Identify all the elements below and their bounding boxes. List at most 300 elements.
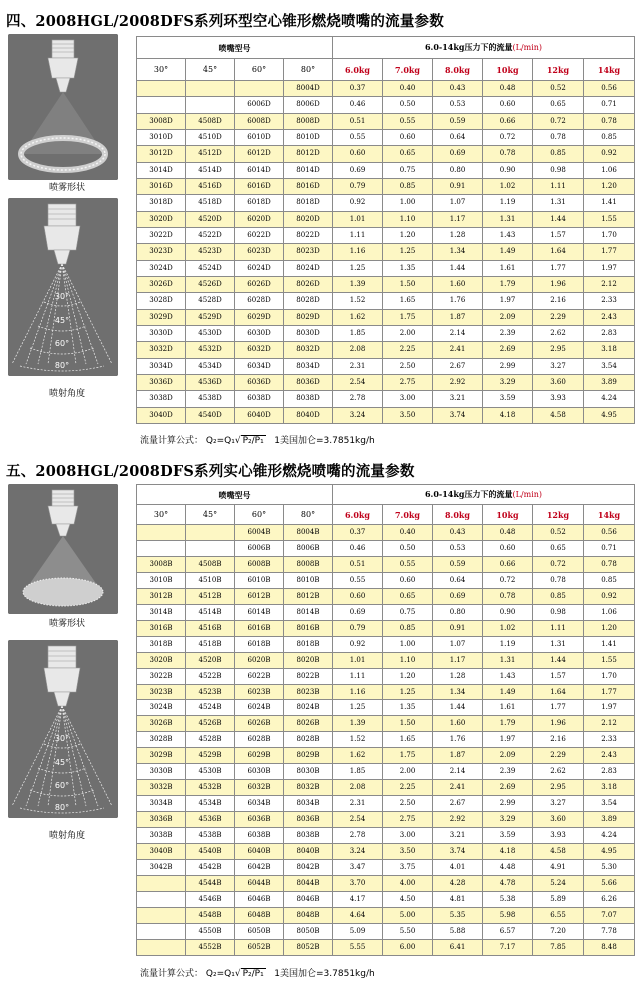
table-row — [137, 276, 635, 292]
model-cell: 4520D — [186, 211, 235, 227]
model-cell: 3012B — [137, 588, 186, 604]
model-cell: 4548B — [186, 907, 235, 923]
flow-cell: 0.60 — [383, 129, 433, 145]
table-row — [137, 227, 635, 243]
model-cell: 6012B — [235, 588, 284, 604]
model-cell: 6029B — [235, 748, 284, 764]
flow-cell: 1.02 — [483, 620, 533, 636]
model-header: 喷嘴型号 — [137, 485, 333, 505]
flow-cell: 1.70 — [584, 668, 635, 684]
pressure-col: 7.0kg — [383, 505, 433, 525]
table-row — [137, 293, 635, 309]
flow-cell: 1.01 — [333, 211, 383, 227]
model-cell: 6023D — [235, 244, 284, 260]
model-cell: 6030D — [235, 325, 284, 341]
flow-cell: 3.74 — [433, 844, 483, 860]
model-cell: 6024D — [235, 260, 284, 276]
flow-cell: 1.16 — [333, 684, 383, 700]
flow-cell: 3.00 — [383, 391, 433, 407]
model-cell: 4526B — [186, 716, 235, 732]
flow-cell: 3.24 — [333, 844, 383, 860]
model-cell: 6046B — [235, 891, 284, 907]
angle-label-30: 30° — [54, 734, 70, 743]
flow-cell: 1.06 — [584, 162, 635, 178]
model-cell: 8030D — [284, 325, 333, 341]
pressure-col: 10kg — [483, 505, 533, 525]
flow-cell: 0.75 — [383, 162, 433, 178]
flow-cell: 1.00 — [383, 636, 433, 652]
model-cell — [137, 81, 186, 97]
pressure-col: 14kg — [584, 505, 635, 525]
flow-cell: 1.20 — [584, 178, 635, 194]
model-cell: 8038B — [284, 828, 333, 844]
solid-cone-flow-table — [136, 484, 635, 956]
flow-cell: 1.31 — [483, 211, 533, 227]
flow-cell: 0.55 — [383, 113, 433, 129]
model-cell: 8044B — [284, 875, 333, 891]
model-cell: 8036D — [284, 374, 333, 390]
model-cell: 4524B — [186, 700, 235, 716]
model-cell: 4550B — [186, 923, 235, 939]
flow-cell: 1.25 — [383, 244, 433, 260]
model-cell: 6036D — [235, 374, 284, 390]
flow-cell: 0.69 — [433, 588, 483, 604]
table-row — [137, 860, 635, 876]
spray-angle-figure — [8, 640, 118, 818]
model-cell: 8026B — [284, 716, 333, 732]
flow-cell: 0.59 — [433, 113, 483, 129]
flow-cell: 6.26 — [584, 891, 635, 907]
model-cell: 3029D — [137, 309, 186, 325]
flow-cell: 0.40 — [383, 525, 433, 541]
flow-cell: 1.25 — [333, 260, 383, 276]
flow-cell: 3.47 — [333, 860, 383, 876]
flow-cell: 1.17 — [433, 211, 483, 227]
model-cell: 8014D — [284, 162, 333, 178]
flow-cell: 2.41 — [433, 342, 483, 358]
table-row — [137, 604, 635, 620]
pressure-col: 6.0kg — [333, 505, 383, 525]
flow-cell: 1.96 — [533, 276, 584, 292]
flow-cell: 3.89 — [584, 812, 635, 828]
model-cell: 8029B — [284, 748, 333, 764]
flow-cell: 1.11 — [333, 668, 383, 684]
model-cell: 6010D — [235, 129, 284, 145]
flow-cell: 0.60 — [333, 588, 383, 604]
model-cell — [137, 525, 186, 541]
flow-cell: 5.30 — [584, 860, 635, 876]
flow-cell: 0.51 — [333, 556, 383, 572]
model-cell: 3034D — [137, 358, 186, 374]
model-cell: 4538D — [186, 391, 235, 407]
spray-angle-caption: 喷射角度 — [48, 389, 85, 399]
model-cell: 3014D — [137, 162, 186, 178]
solid-spray-shape-figure — [8, 484, 118, 614]
flow-cell: 2.95 — [533, 342, 584, 358]
model-cell: 6036B — [235, 812, 284, 828]
flow-cell: 2.50 — [383, 358, 433, 374]
model-cell: 3023B — [137, 684, 186, 700]
model-cell: 6028B — [235, 732, 284, 748]
model-cell: 8008D — [284, 113, 333, 129]
flow-cell: 1.50 — [383, 276, 433, 292]
flow-cell: 1.41 — [584, 636, 635, 652]
flow-cell: 2.99 — [483, 358, 533, 374]
model-cell: 3029B — [137, 748, 186, 764]
spray-angle-figure — [8, 198, 118, 376]
flow-cell: 0.37 — [333, 81, 383, 97]
model-cell: 8046B — [284, 891, 333, 907]
table-row — [137, 146, 635, 162]
flow-cell: 2.78 — [333, 828, 383, 844]
flow-cell: 5.55 — [333, 939, 383, 955]
flow-cell: 3.60 — [533, 812, 584, 828]
flow-cell: 0.98 — [533, 604, 584, 620]
angle-col-30: 30° — [137, 59, 186, 81]
model-cell: 6040B — [235, 844, 284, 860]
flow-cell: 1.06 — [584, 604, 635, 620]
flow-cell: 0.72 — [533, 113, 584, 129]
flow-cell: 0.56 — [584, 81, 635, 97]
model-cell: 8052B — [284, 939, 333, 955]
angle-label-30: 30° — [54, 292, 70, 301]
flow-cell: 5.89 — [533, 891, 584, 907]
flow-cell: 1.19 — [483, 195, 533, 211]
flow-cell: 2.39 — [483, 325, 533, 341]
flow-cell: 2.99 — [483, 796, 533, 812]
flow-cell: 1.25 — [333, 700, 383, 716]
flow-cell: 6.00 — [383, 939, 433, 955]
model-cell: 8024D — [284, 260, 333, 276]
table-row — [137, 588, 635, 604]
model-cell — [137, 923, 186, 939]
flow-cell: 2.14 — [433, 764, 483, 780]
flow-cell: 3.27 — [533, 358, 584, 374]
flow-cell: 0.98 — [533, 162, 584, 178]
model-cell: 4526D — [186, 276, 235, 292]
table-row — [137, 325, 635, 341]
flow-cell: 0.72 — [533, 556, 584, 572]
flow-cell: 1.52 — [333, 293, 383, 309]
flow-cell: 0.48 — [483, 525, 533, 541]
flow-cell: 2.09 — [483, 309, 533, 325]
flow-cell: 1.44 — [433, 260, 483, 276]
model-cell: 3036D — [137, 374, 186, 390]
flow-cell: 3.18 — [584, 780, 635, 796]
flow-cell: 1.85 — [333, 325, 383, 341]
model-cell — [186, 525, 235, 541]
flow-cell: 1.10 — [383, 211, 433, 227]
flow-cell: 0.72 — [483, 572, 533, 588]
model-cell: 8016B — [284, 620, 333, 636]
table-row — [137, 923, 635, 939]
flow-cell: 5.00 — [383, 907, 433, 923]
flow-cell: 3.50 — [383, 407, 433, 423]
flow-cell: 3.54 — [584, 358, 635, 374]
model-cell: 8034B — [284, 796, 333, 812]
model-cell — [137, 939, 186, 955]
model-cell: 3012D — [137, 146, 186, 162]
model-cell: 6022D — [235, 227, 284, 243]
model-cell: 8030B — [284, 764, 333, 780]
model-cell: 6048B — [235, 907, 284, 923]
flow-cell: 3.70 — [333, 875, 383, 891]
flow-cell: 0.79 — [333, 178, 383, 194]
flow-cell: 0.55 — [333, 572, 383, 588]
table-row — [137, 97, 635, 113]
flow-cell: 0.78 — [533, 572, 584, 588]
flow-cell: 2.43 — [584, 309, 635, 325]
flow-cell: 0.78 — [483, 146, 533, 162]
flow-cell: 5.66 — [584, 875, 635, 891]
flow-cell: 3.93 — [533, 391, 584, 407]
table-row — [137, 684, 635, 700]
model-cell: 4512D — [186, 146, 235, 162]
flow-cell: 2.78 — [333, 391, 383, 407]
model-cell: 4510D — [186, 129, 235, 145]
pressure-col: 7.0kg — [383, 59, 433, 81]
table-row — [137, 113, 635, 129]
table-row — [137, 636, 635, 652]
model-cell: 6016B — [235, 620, 284, 636]
flow-cell: 0.90 — [483, 162, 533, 178]
table-row — [137, 652, 635, 668]
flow-cell: 4.58 — [533, 844, 584, 860]
angle-label-80: 80° — [54, 803, 70, 812]
model-cell: 8010B — [284, 572, 333, 588]
flow-cell: 4.24 — [584, 828, 635, 844]
model-cell: 3018D — [137, 195, 186, 211]
flow-cell: 1.62 — [333, 309, 383, 325]
flow-cell: 3.29 — [483, 374, 533, 390]
flow-cell: 0.60 — [483, 540, 533, 556]
model-cell: 6012D — [235, 146, 284, 162]
model-cell: 8024B — [284, 700, 333, 716]
model-cell: 4524D — [186, 260, 235, 276]
table-row — [137, 178, 635, 194]
flow-cell: 1.77 — [584, 684, 635, 700]
flow-formula: 流量计算公式： Q₂=Q₁√ P₂/P₁ 1美国加仑=3.7851kg/h — [140, 969, 375, 979]
flow-cell: 1.02 — [483, 178, 533, 194]
pressure-col: 8.0kg — [433, 59, 483, 81]
model-cell — [137, 97, 186, 113]
flow-cell: 1.20 — [383, 668, 433, 684]
model-cell: 3024B — [137, 700, 186, 716]
flow-cell: 1.43 — [483, 668, 533, 684]
angle-col-60: 60° — [235, 59, 284, 81]
flow-cell: 1.64 — [533, 244, 584, 260]
model-cell: 4518B — [186, 636, 235, 652]
flow-cell: 3.21 — [433, 391, 483, 407]
table-row — [137, 732, 635, 748]
table-row — [137, 891, 635, 907]
table-row — [137, 129, 635, 145]
flow-cell: 1.35 — [383, 260, 433, 276]
model-cell: 4514B — [186, 604, 235, 620]
flow-cell: 1.97 — [584, 260, 635, 276]
flow-cell: 1.34 — [433, 684, 483, 700]
model-cell: 3018B — [137, 636, 186, 652]
model-cell: 6023B — [235, 684, 284, 700]
flow-cell: 1.50 — [383, 716, 433, 732]
flow-cell: 5.24 — [533, 875, 584, 891]
flow-cell: 4.48 — [483, 860, 533, 876]
model-cell: 8004B — [284, 525, 333, 541]
model-cell: 8029D — [284, 309, 333, 325]
table-row — [137, 342, 635, 358]
table-row — [137, 358, 635, 374]
flow-cell: 3.50 — [383, 844, 433, 860]
model-cell: 3014B — [137, 604, 186, 620]
model-cell: 4538B — [186, 828, 235, 844]
flow-cell: 4.17 — [333, 891, 383, 907]
flow-cell: 3.18 — [584, 342, 635, 358]
table-row — [137, 828, 635, 844]
flow-cell: 2.25 — [383, 342, 433, 358]
hollow-spray-shape-figure — [8, 34, 118, 180]
flow-cell: 1.19 — [483, 636, 533, 652]
flow-cell: 0.85 — [584, 129, 635, 145]
table-row — [137, 260, 635, 276]
flow-cell: 0.46 — [333, 540, 383, 556]
angle-col-45: 45° — [186, 505, 235, 525]
model-cell: 8040D — [284, 407, 333, 423]
flow-cell: 2.50 — [383, 796, 433, 812]
flow-cell: 4.28 — [433, 875, 483, 891]
flow-cell: 7.07 — [584, 907, 635, 923]
flow-cell: 1.11 — [533, 620, 584, 636]
flow-cell: 1.76 — [433, 732, 483, 748]
flow-cell: 6.57 — [483, 923, 533, 939]
flow-cell: 0.92 — [333, 636, 383, 652]
flow-cell: 1.44 — [533, 652, 584, 668]
table-row — [137, 211, 635, 227]
flow-cell: 1.20 — [584, 620, 635, 636]
model-cell: 4522B — [186, 668, 235, 684]
flow-cell: 2.00 — [383, 764, 433, 780]
flow-cell: 1.57 — [533, 227, 584, 243]
flow-cell: 1.44 — [433, 700, 483, 716]
flow-cell: 2.43 — [584, 748, 635, 764]
flow-cell: 4.81 — [433, 891, 483, 907]
model-cell: 6008D — [235, 113, 284, 129]
flow-cell: 1.55 — [584, 652, 635, 668]
model-cell — [137, 875, 186, 891]
flow-cell: 2.92 — [433, 812, 483, 828]
model-cell: 6016D — [235, 178, 284, 194]
flow-cell: 2.75 — [383, 374, 433, 390]
model-cell: 4530B — [186, 764, 235, 780]
flow-cell: 1.49 — [483, 684, 533, 700]
flow-cell: 1.65 — [383, 732, 433, 748]
flow-cell: 1.97 — [483, 732, 533, 748]
flow-cell: 7.20 — [533, 923, 584, 939]
flow-cell: 1.28 — [433, 668, 483, 684]
model-cell: 4540D — [186, 407, 235, 423]
model-cell: 8022B — [284, 668, 333, 684]
flow-cell: 7.85 — [533, 939, 584, 955]
model-cell: 3008B — [137, 556, 186, 572]
flow-cell: 1.77 — [533, 700, 584, 716]
angle-label-45: 45° — [54, 316, 70, 325]
model-cell: 4512B — [186, 588, 235, 604]
model-cell: 6026D — [235, 276, 284, 292]
flow-cell: 2.25 — [383, 780, 433, 796]
flow-cell: 0.52 — [533, 81, 584, 97]
flow-cell: 1.57 — [533, 668, 584, 684]
flow-cell: 2.69 — [483, 342, 533, 358]
flow-cell: 2.92 — [433, 374, 483, 390]
flow-cell: 2.12 — [584, 276, 635, 292]
table-row — [137, 844, 635, 860]
model-cell: 8012B — [284, 588, 333, 604]
flow-cell: 0.85 — [584, 572, 635, 588]
flow-cell: 0.80 — [433, 162, 483, 178]
table-row — [137, 162, 635, 178]
flow-cell: 0.65 — [533, 97, 584, 113]
table-row — [137, 391, 635, 407]
flow-cell: 0.65 — [533, 540, 584, 556]
flow-cell: 1.97 — [483, 293, 533, 309]
flow-cell: 3.29 — [483, 812, 533, 828]
flow-cell: 0.40 — [383, 81, 433, 97]
flow-cell: 1.31 — [533, 636, 584, 652]
table-row — [137, 907, 635, 923]
model-cell: 3008D — [137, 113, 186, 129]
flow-cell: 1.41 — [584, 195, 635, 211]
flow-cell: 1.96 — [533, 716, 584, 732]
model-cell: 8040B — [284, 844, 333, 860]
flow-cell: 2.39 — [483, 764, 533, 780]
model-cell: 4529B — [186, 748, 235, 764]
model-cell: 3016D — [137, 178, 186, 194]
flow-cell: 1.01 — [333, 652, 383, 668]
flow-cell: 2.09 — [483, 748, 533, 764]
table-row — [137, 309, 635, 325]
flow-cell: 0.65 — [383, 146, 433, 162]
model-cell: 4542B — [186, 860, 235, 876]
model-cell: 8008B — [284, 556, 333, 572]
model-cell: 6038D — [235, 391, 284, 407]
flow-cell: 3.60 — [533, 374, 584, 390]
flow-cell: 1.79 — [483, 276, 533, 292]
model-cell: 6050B — [235, 923, 284, 939]
flow-cell: 0.72 — [483, 129, 533, 145]
flow-cell: 0.53 — [433, 97, 483, 113]
model-cell: 6020D — [235, 211, 284, 227]
flow-cell: 0.69 — [433, 146, 483, 162]
model-cell — [186, 97, 235, 113]
model-cell: 6014D — [235, 162, 284, 178]
table-row — [137, 556, 635, 572]
model-cell: 3040B — [137, 844, 186, 860]
flow-cell: 1.77 — [584, 244, 635, 260]
model-cell: 6030B — [235, 764, 284, 780]
flow-cell: 0.78 — [533, 129, 584, 145]
flow-cell: 0.64 — [433, 129, 483, 145]
model-cell: 3030D — [137, 325, 186, 341]
model-cell: 4530D — [186, 325, 235, 341]
model-cell: 3024D — [137, 260, 186, 276]
flow-cell: 1.76 — [433, 293, 483, 309]
flow-cell: 5.50 — [383, 923, 433, 939]
flow-cell: 3.54 — [584, 796, 635, 812]
model-cell: 8020B — [284, 652, 333, 668]
flow-cell: 4.18 — [483, 407, 533, 423]
flow-cell: 1.87 — [433, 309, 483, 325]
flow-cell: 1.35 — [383, 700, 433, 716]
flow-cell: 1.97 — [584, 700, 635, 716]
